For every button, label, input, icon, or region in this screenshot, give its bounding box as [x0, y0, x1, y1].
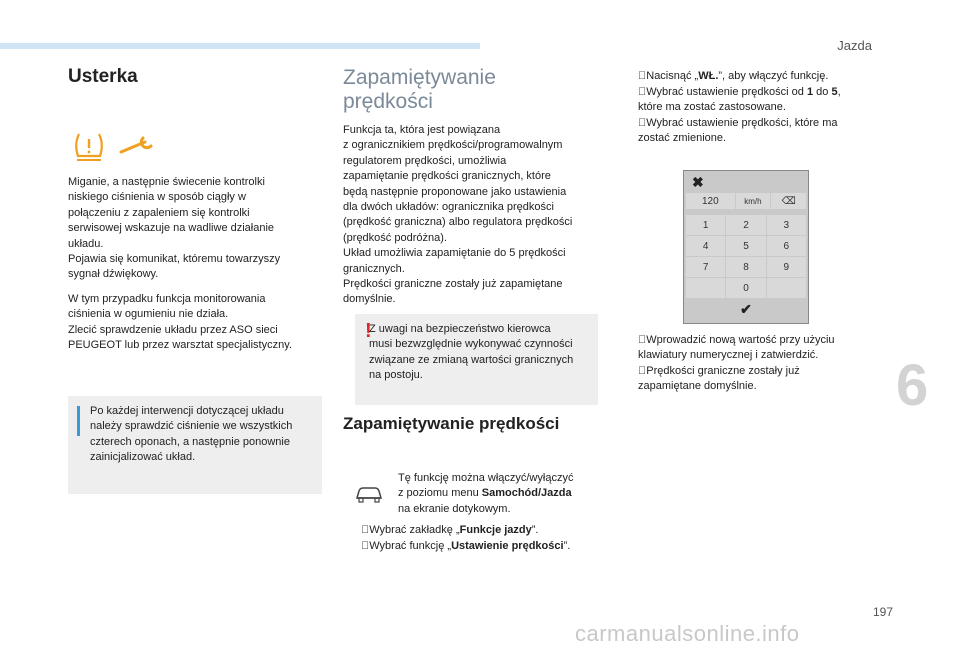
info-marker-icon — [77, 406, 80, 436]
key-0: 0 — [726, 278, 765, 298]
keypad-unit: km/h — [736, 193, 771, 209]
numeric-keypad-illustration — [683, 170, 809, 324]
warning-icons — [73, 130, 163, 171]
column-speed-memory — [343, 66, 598, 114]
fault-paragraph-2: W tym przypadku funkcja monitorowania ciśnienia w ogumieniu nie działa. Zlecić sprawdzenie układu przez ASO sieci PEUGEOT lub przez warsztat specjalistyczny. — [68, 293, 292, 352]
safety-warning-text: Z uwagi na bezpieczeństwo kierowca musi bezwzględnie wykonywać czynności związane ze zmianą wartości granicznych na postoju. — [369, 323, 574, 382]
speed-memory-title-line2: prędkości — [343, 90, 433, 113]
step-choose-setting — [620, 85, 874, 116]
speed-memory-subtitle: Zapamiętywanie prędkości — [343, 414, 560, 433]
key-blank-right — [767, 278, 806, 298]
key-6: 6 — [767, 236, 806, 256]
column-fault — [68, 66, 322, 88]
step-select-tab — [343, 523, 611, 538]
backspace-icon: ⌫ — [771, 193, 806, 209]
step-choose-to-change — [620, 116, 874, 147]
b2-text-a: Wybrać ustawienie prędkości od — [646, 86, 807, 98]
b2-bold-1: 1 — [806, 86, 814, 98]
step-press-on — [620, 69, 874, 84]
keypad-value: 120 — [686, 193, 735, 209]
key-1: 1 — [686, 215, 725, 235]
step2-text-c: ”. — [563, 540, 571, 552]
step1-text-a: Wybrać zakładkę „ — [369, 524, 460, 536]
menu-text-b: na ekranie dotykowym. — [398, 502, 511, 515]
fault-paragraph-1: Miganie, a następnie świecenie kontrolki niskiego ciśnienia w sposób ciągły w połączeniu z zapaleniem się kontrolki serwisowej wskazuje na wadliwe działanie układu. Pojawia się komunikat, któremu towarzyszy sygnał dźwiękowy. — [68, 176, 281, 281]
chapter-number: 6 — [896, 353, 929, 418]
step1-text-c: ”. — [531, 524, 539, 536]
keypad-display-row — [686, 193, 806, 209]
b1-bold: WŁ. — [698, 70, 719, 82]
key-8: 8 — [726, 257, 765, 277]
section-header: Jazda — [837, 38, 872, 53]
confirm-check-icon: ✔ — [740, 301, 752, 317]
b1-text-a: Nacisnąć „ — [646, 70, 699, 82]
key-5: 5 — [726, 236, 765, 256]
tyre-pressure-warning-icon — [73, 130, 163, 166]
menu-path: Samochód/Jazda — [481, 487, 572, 500]
exclamation-icon: ! — [365, 320, 372, 342]
b4-text: Wprowadzić nową wartość przy użyciu klawiatury numerycznej i zatwierdzić. — [638, 334, 835, 362]
keypad-row-3 — [686, 257, 806, 277]
key-3: 3 — [767, 215, 806, 235]
info-note — [68, 396, 322, 494]
keypad-row-1 — [686, 215, 806, 235]
watermark: carmanualsonline.info — [575, 621, 800, 646]
b2-text-c: do — [813, 86, 832, 98]
b3-text: Wybrać ustawienie prędkości, które ma zostać zmienione. — [638, 117, 838, 145]
step2-bold: Ustawienie prędkości — [451, 540, 564, 552]
top-accent-bar — [0, 43, 480, 49]
speed-memory-title-line1: Zapamiętywanie — [343, 66, 496, 89]
key-9: 9 — [767, 257, 806, 277]
menu-instructions — [398, 471, 598, 517]
info-note-text: Po każdej interwencji dotyczącej układu należy sprawdzić ciśnienie we wszystkich czterech oponach, a następnie ponownie zainicjalizować układ. — [90, 405, 293, 464]
menu-text-a: Tę funkcję można włączyć/wyłączyć z poziomu menu — [398, 472, 574, 500]
b2-text-e: , które ma zostać zastosowane. — [638, 86, 841, 114]
speed-memory-paragraph: Funkcja ta, która jest powiązana z ogranicznikiem prędkości/programowalnym regulatorem prędkości, umożliwia zapamiętanie prędkości granicznych, które będą następnie proponowane jako ustawienia dla dwóch układów: ogranicznika prędkości (prędkość graniczna) albo regulatora prędkości (prędkość podróżna). Układ umożliwia zapamiętanie do 5 prędkości granicznych. Prędkości graniczne zostały już zapamiętane domyślnie. — [343, 124, 573, 306]
step-defaults — [620, 364, 874, 395]
step2-text-a: Wybrać funkcję „ — [369, 540, 452, 552]
car-icon — [354, 484, 384, 504]
fault-title: Usterka — [68, 66, 138, 87]
keypad-row-2 — [686, 236, 806, 256]
step1-bold: Funkcje jazdy — [459, 524, 532, 536]
key-2: 2 — [726, 215, 765, 235]
b2-bold-5: 5 — [831, 86, 838, 98]
b5-text: Prędkości graniczne zostały już zapamiętane domyślnie. — [638, 365, 800, 393]
keypad-row-4 — [686, 278, 806, 298]
b1-text-c: ”, aby włączyć funkcję. — [718, 70, 829, 82]
key-blank-left — [686, 278, 725, 298]
key-4: 4 — [686, 236, 725, 256]
step-select-function — [343, 539, 621, 554]
step-enter-value — [620, 333, 874, 364]
key-7: 7 — [686, 257, 725, 277]
close-icon: ✖ — [692, 174, 704, 190]
page-number: 197 — [873, 605, 894, 619]
safety-warning — [355, 314, 598, 405]
